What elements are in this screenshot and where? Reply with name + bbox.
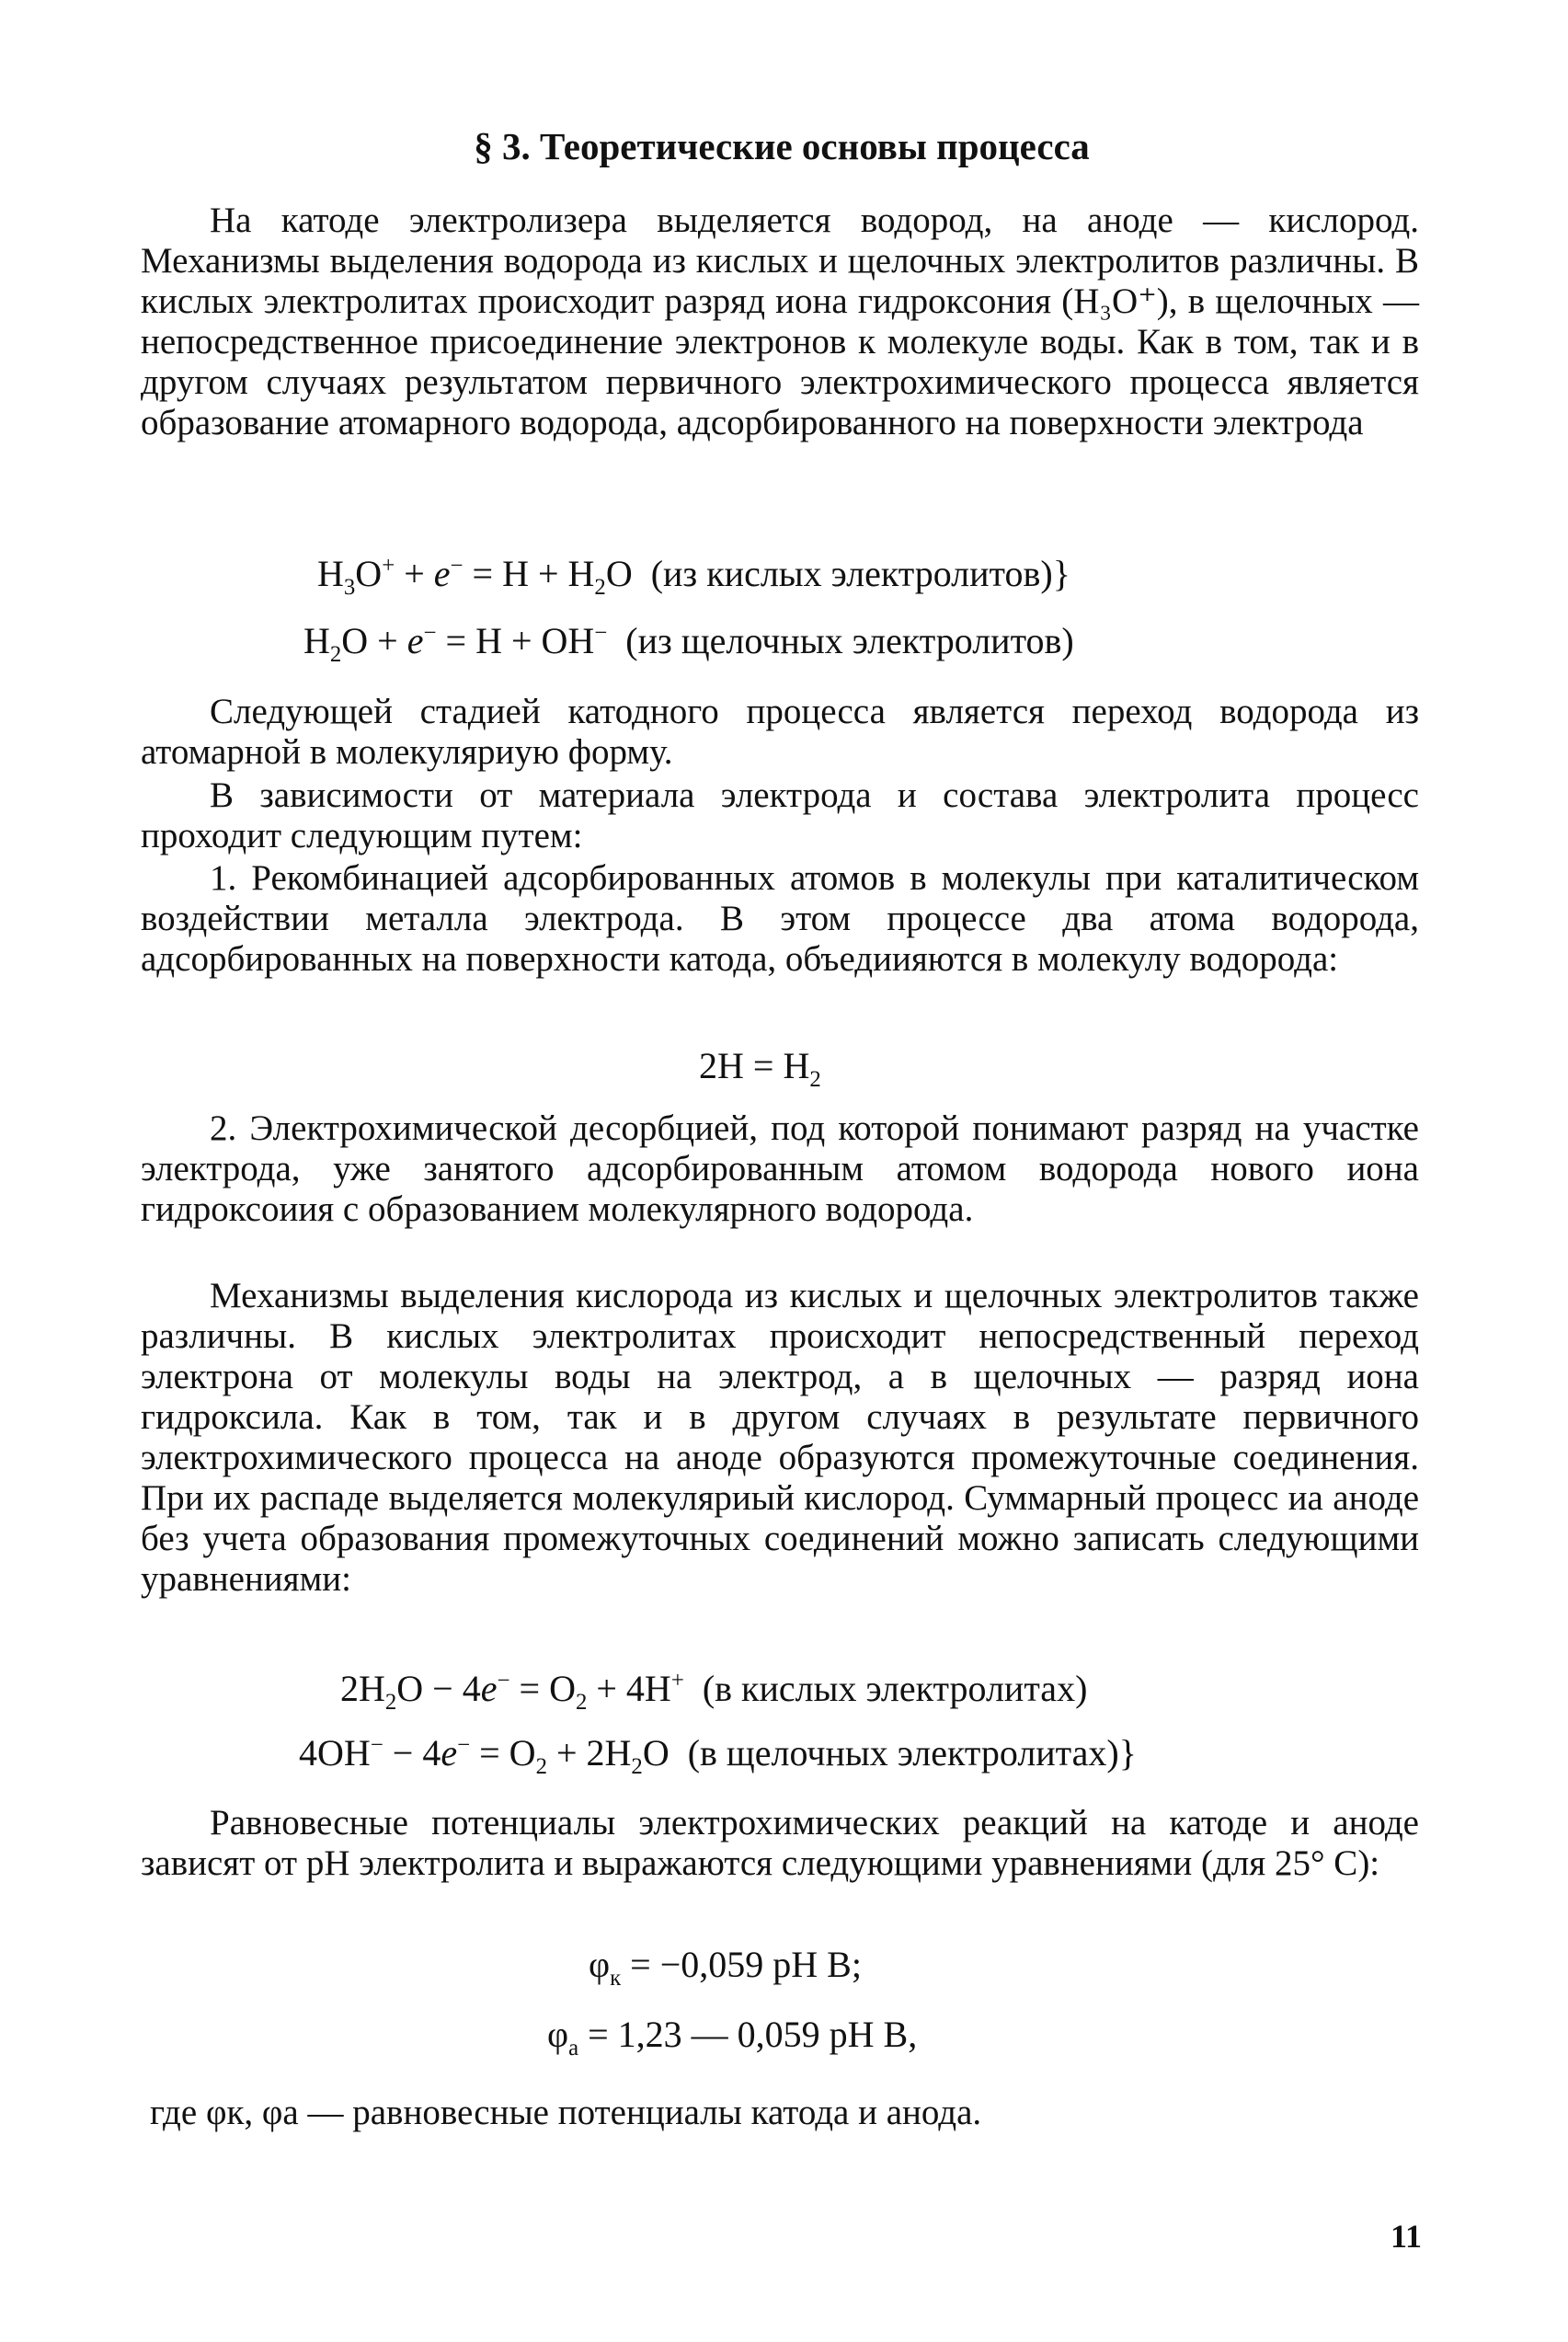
- equation-note: (из кислых электролитов)}: [650, 553, 1070, 594]
- equation-cathode-acid: $H_3O^+ + e^- = H + H_2O$ (из кислых электролитов)}: [317, 553, 1070, 600]
- equation-value: = 1,23 — 0,059 pH В,: [588, 2014, 918, 2055]
- paragraph-3: В зависимости от материала электрода и состава электролита процесс проходит следующим путем:: [141, 775, 1419, 855]
- equation-note: (из щелочных электролитов): [625, 620, 1074, 661]
- paragraph-2: Следующей стадией катодного процесса является переход водорода из атомарной в молекуляриую форму.: [141, 692, 1419, 772]
- equation-cathode-potential: $\varphi_к = -0,059$ pH В;: [589, 1944, 862, 1991]
- paragraph-5: 2. Электрохимической десорбцией, под которой понимают разряд на участке электрода, уже занятого адсорбированным атомом водорода нового иона гидроксоиия с образованием молекулярного водорода.: [141, 1108, 1419, 1229]
- equation-recombination: $2H = H_2$: [699, 1045, 821, 1092]
- section-heading: § 3. Теоретические основы процесса: [474, 125, 1090, 167]
- equation-value: = −0,059 pH В;: [630, 1944, 862, 1985]
- equation-cathode-alkaline: $H_2O + e^- = H + OH^-$ (из щелочных электролитов): [303, 620, 1074, 667]
- equation-note: (в кислых электролитах): [702, 1668, 1088, 1709]
- equation-anode-alkaline: $4OH^- - 4e^- = O_2 + 2H_2O$ (в щелочных электролитах)}: [299, 1732, 1137, 1779]
- paragraph-4: 1. Рекомбинацией адсорбированных атомов в молекулы при каталитическом воздействии металла электрода. В этом процессе два атома водорода, адсорбированных на поверхности катода, объедиияются в молекулу водорода:: [141, 858, 1419, 979]
- paragraph-7: Равновесные потенциалы электрохимических реакций на катоде и аноде зависят от pH электролита и выражаются следующими уравнениями (для 25° C):: [141, 1803, 1419, 1883]
- paragraph-1: На катоде электролизера выделяется водород, на аноде — кислород. Механизмы выделения водорода из кислых и щелочных электролитов различны. В кислых электролитах происходит разряд иона гидроксония (H₃O⁺), в щелочных — непосредственное присоединение электронов к молекуле воды. Как в том, так и в другом случаях результатом первичного электрохимического процесса является образование атомарного водорода, адсорбированного на поверхности электрода: [141, 201, 1419, 442]
- page-number: 11: [1391, 2218, 1423, 2255]
- equation-note: (в щелочных электролитах)}: [687, 1732, 1137, 1774]
- equation-anode-acid: $2H_2O - 4e^- = O_2 + 4H^+$ (в кислых электролитах): [340, 1668, 1088, 1715]
- paragraph-6: Механизмы выделения кислорода из кислых и щелочных электролитов также различны. В кислых электролитах происходит непосредственный переход электрона от молекулы воды на электрод, а в щелочных — разряд иона гидроксила. Как в том, так и в другом случаях в результате первичного электрохимического процесса на аноде образуются промежуточные соединения. При их распаде выделяется молекуляриый кислород. Суммарный процесс иа аноде без учета образования промежуточных соединений можно записать следующими уравнениями:: [141, 1276, 1419, 1599]
- equation-anode-potential: $\varphi_а = 1,23$ — 0,059 pH В,: [547, 2014, 918, 2061]
- paragraph-8: где φк, φa — равновесные потенциалы катода и анода.: [150, 2093, 982, 2132]
